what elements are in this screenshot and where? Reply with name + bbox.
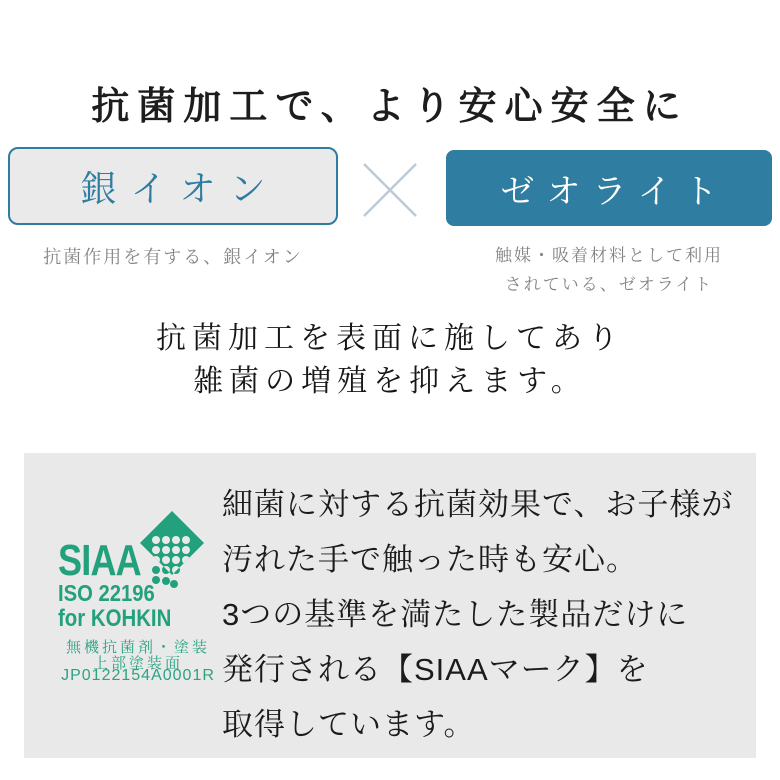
siaa-logo-registration: JP0122154A0001R xyxy=(61,667,215,684)
siaa-description-line4: 発行される【SIAAマーク】を xyxy=(222,652,649,687)
silver-ion-label: 銀イオン xyxy=(80,168,280,209)
multiply-cross-svg xyxy=(361,161,419,219)
siaa-logo-note1: 無機抗菌剤・塗装 xyxy=(65,639,210,656)
siaa-description-line2: 汚れた手で触った時も安心。 xyxy=(222,542,638,577)
siaa-description-line1: 細菌に対する抗菌効果で、お子様が xyxy=(222,487,734,522)
siaa-logo-subtitle: for KOHKIN xyxy=(58,605,172,632)
siaa-logo-brand: SIAA xyxy=(58,536,141,585)
zeolite-label: ゼオライト xyxy=(500,173,730,211)
lead-paragraph xyxy=(0,317,780,403)
zeolite-caption-line2: されている、ゼオライト xyxy=(504,275,714,294)
multiply-cross-icon xyxy=(361,161,419,219)
lead-line1: 抗菌加工を表面に施してあり xyxy=(156,322,624,355)
siaa-description-line3: 3つの基準を満たした製品だけに xyxy=(222,597,689,632)
zeolite-card xyxy=(446,150,772,226)
siaa-description xyxy=(222,477,747,752)
siaa-diamond-dots-svg xyxy=(134,505,210,591)
zeolite-caption-line1: 触媒・吸着材料として利用 xyxy=(495,246,723,265)
lead-line2: 雑菌の増殖を抑えます。 xyxy=(193,365,587,398)
siaa-logo-standard: ISO 22196 xyxy=(58,580,155,606)
silver-ion-caption: 抗菌作用を有する、銀イオン xyxy=(43,247,303,267)
silver-ion-card xyxy=(8,147,338,225)
siaa-diamond-dots-icon xyxy=(134,505,210,591)
section-title: 抗菌加工で、より安心安全に xyxy=(91,86,689,129)
zeolite-caption xyxy=(429,241,780,299)
siaa-description-line5: 取得しています。 xyxy=(222,707,476,742)
siaa-logo-note2: 上部塗装面 xyxy=(92,655,183,672)
